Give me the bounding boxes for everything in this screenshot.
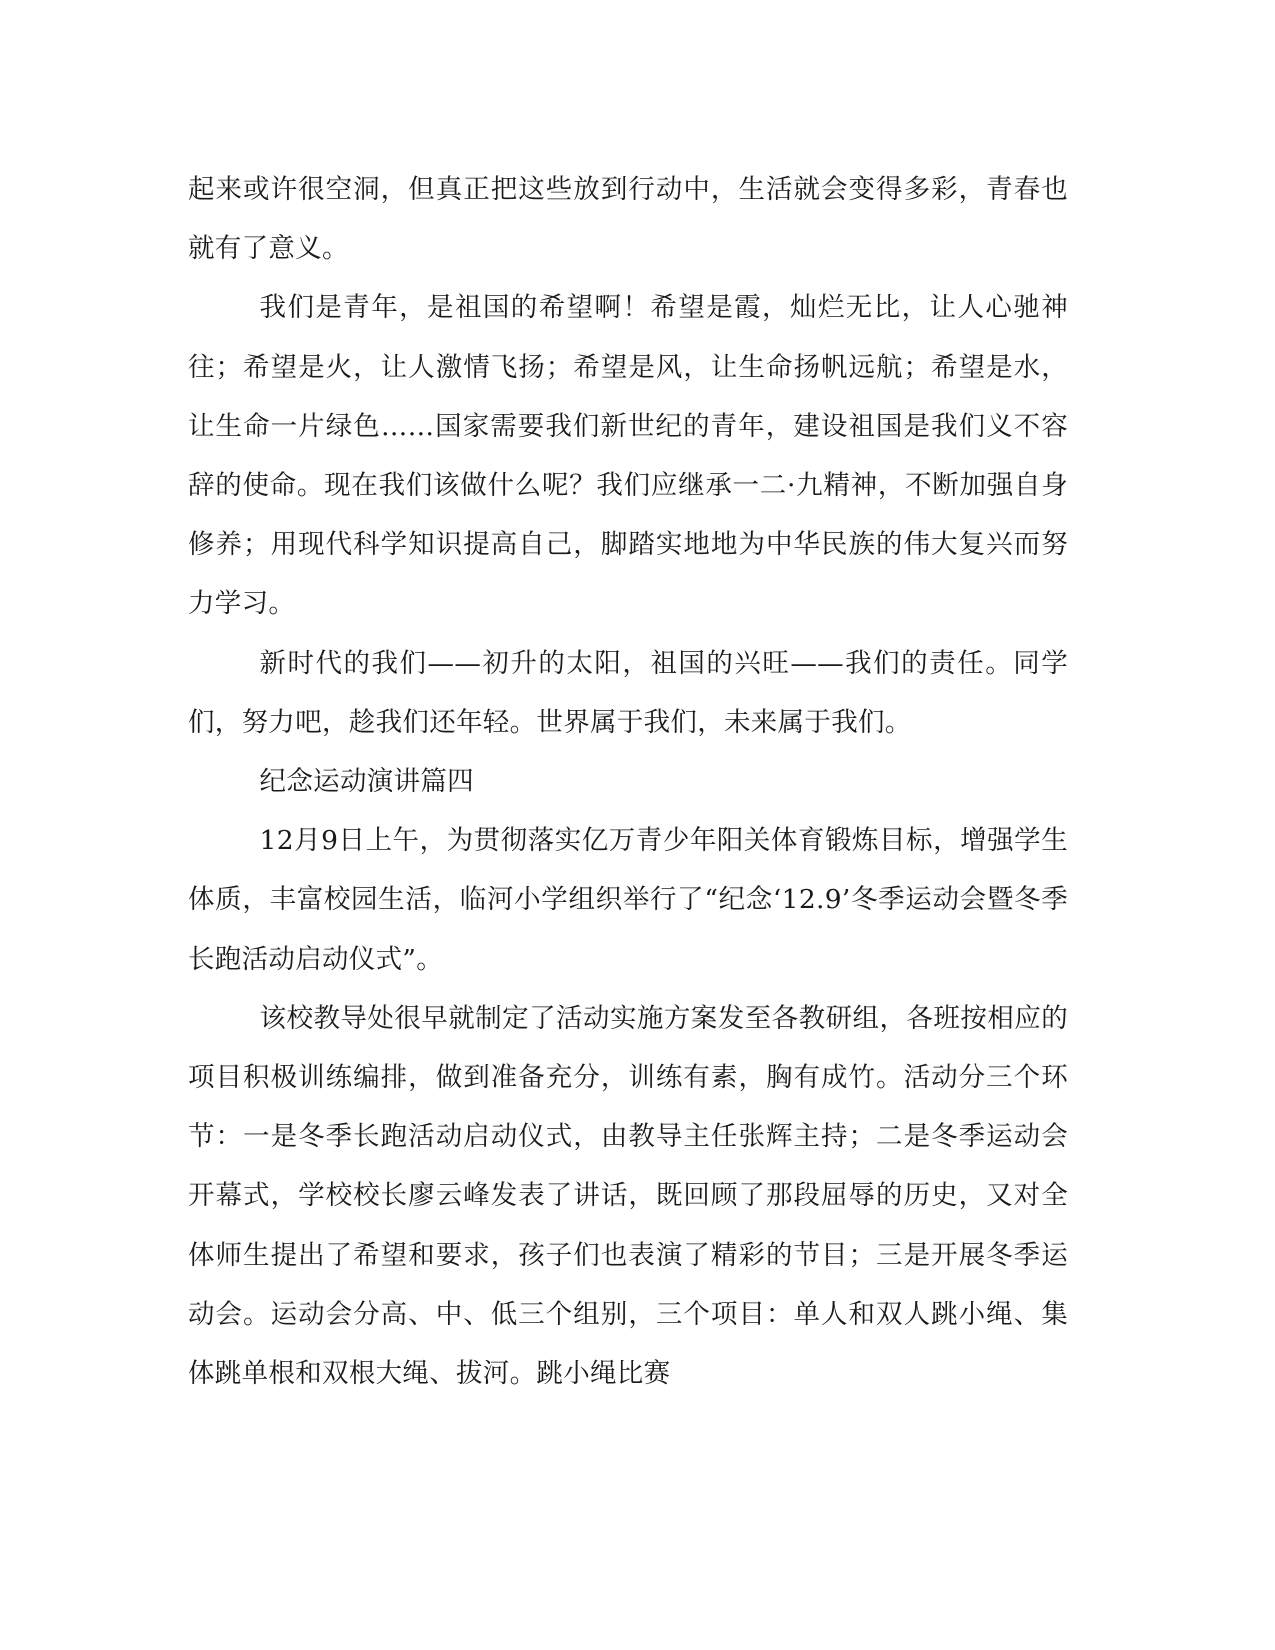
section-heading: 纪念运动演讲篇四 xyxy=(259,766,474,798)
paragraph-new-era: 新时代的我们——初升的太阳，祖国的兴旺——我们的责任。同学们，努力吧，趁我们还年轻。世界属于我们，未来属于我们。 xyxy=(188,647,1068,738)
paragraph-event-intro: 12月9日上午，为贯彻落实亿万青少年阳关体育锻炼目标，增强学生体质，丰富校园生活，临河小学组织举行了“纪念‘12.9’冬季运动会暨冬季长跑活动启动仪式”。 xyxy=(188,825,1068,975)
paragraph-youth-hope: 我们是青年，是祖国的希望啊！希望是霞，灿烂无比，让人心驰神往；希望是火，让人激情飞扬；希望是风，让生命扬帆远航；希望是水，让生命一片绿色……国家需要我们新世纪的青年，建设祖国是我们义不容辞的使命。现在我们该做什么呢？我们应继承一二·九精神，不断加强自身修养；用现代科学知识提高自己，脚踏实地地为中华民族的伟大复兴而努力学习。 xyxy=(188,292,1068,620)
paragraph-continuation: 起来或许很空洞，但真正把这些放到行动中，生活就会变得多彩，青春也就有了意义。 xyxy=(188,174,1068,265)
paragraph-event-details: 该校教导处很早就制定了活动实施方案发至各教研组，各班按相应的项目积极训练编排，做到准备充分，训练有素，胸有成竹。活动分三个环节：一是冬季长跑活动启动仪式，由教导主任张辉主持；二是冬季运动会开幕式，学校校长廖云峰发表了讲话，既回顾了那段屈辱的历史，又对全体师生提出了希望和要求，孩子们也表演了精彩的节目；三是开展冬季运动会。运动会分高、中、低三个组别，三个项目：单人和双人跳小绳、集体跳单根和双根大绳、拔河。跳小绳比赛 xyxy=(188,1002,1068,1390)
document-body xyxy=(188,160,1068,1403)
